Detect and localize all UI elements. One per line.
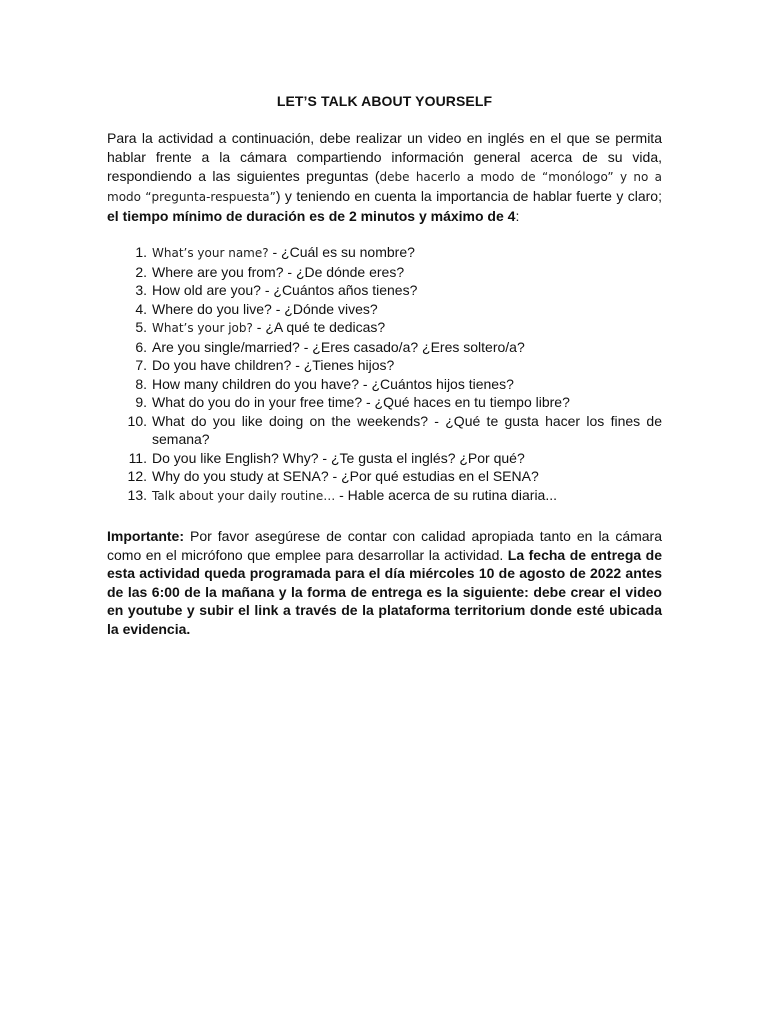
list-item	[107, 318, 662, 338]
question-english: How old are you?	[152, 282, 261, 298]
list-item-number: 5.	[135, 319, 147, 335]
question-english: Do you like English? Why?	[152, 449, 319, 466]
list-item	[107, 449, 662, 468]
list-item-number: 1.	[135, 244, 147, 260]
intro-text-1: Para la actividad a continuación, debe realizar un video en inglés en el que se permita hablar frente a la cámara compartiendo información general acerca de su vida, respondiendo a las siguientes preguntas (	[107, 130, 662, 184]
list-item-number: 3.	[135, 282, 147, 298]
list-item	[107, 356, 662, 375]
list-item	[107, 412, 662, 449]
question-english: Why do you study at SENA?	[152, 468, 329, 484]
list-item	[107, 486, 662, 506]
question-english: Where do you live?	[152, 300, 272, 317]
important-bold-text: La fecha de entrega de esta actividad queda programada para el día miércoles 10 de agosto de 2022 antes de las 6:00 de la mañana y la forma de entrega es la siguiente: debe crear el video en youtube y subir el link a través de la plataforma territorium donde esté ubicada la evidencia.	[107, 546, 663, 637]
list-item-number: 8.	[135, 375, 147, 392]
important-paragraph	[107, 527, 662, 639]
question-english: What do you like doing on the weekends?	[152, 412, 428, 429]
intro-paragraph	[107, 129, 662, 226]
question-spanish: - ¿De dónde eres?	[283, 263, 405, 280]
list-item-number: 13.	[127, 486, 147, 503]
list-item-number: 4.	[135, 300, 147, 317]
list-item	[107, 243, 662, 263]
question-spanish: - ¿Qué te gusta hacer los fines de semana?	[152, 412, 663, 447]
question-english: What’s your name?	[152, 246, 269, 260]
list-item-number: 11.	[128, 449, 147, 466]
intro-text-3: ) y teniendo en cuenta la importancia de hablar fuerte y claro;	[275, 188, 662, 204]
list-item	[107, 338, 662, 357]
list-item-number: 2.	[135, 263, 147, 280]
question-spanish: - ¿Por qué estudias en el SENA?	[328, 468, 539, 484]
question-spanish: - ¿Cuántos hijos tienes?	[359, 375, 514, 392]
list-item-number: 9.	[135, 394, 147, 410]
list-item	[107, 375, 662, 394]
question-spanish: - ¿Dónde vives?	[271, 300, 378, 317]
important-label: Importante:	[107, 528, 184, 544]
important-text: Por favor asegúrese de contar con calidad apropiada tanto en la cámara como en el micrófono que emplee para desarrollar la actividad.	[107, 528, 662, 563]
list-item	[107, 281, 662, 300]
intro-text-small: debe hacerlo a modo de “monólogo” y no a modo “pregunta-respuesta”	[107, 170, 662, 204]
question-spanish: - ¿Te gusta el inglés? ¿Por qué?	[318, 449, 525, 466]
question-english: Talk about your daily routine…	[152, 488, 336, 503]
question-spanish: - ¿A qué te dedicas?	[252, 319, 386, 335]
list-item	[107, 467, 662, 486]
list-item	[107, 393, 662, 412]
question-spanish: - ¿Cuál es su nombre?	[268, 244, 415, 260]
question-spanish: - ¿Cuántos años tienes?	[260, 282, 418, 298]
question-english: What’s your job?	[152, 321, 253, 335]
list-item-number: 6.	[135, 338, 147, 355]
document-page	[107, 0, 662, 1024]
document-title: LET’S TALK ABOUT YOURSELF	[276, 93, 493, 109]
question-spanish: - ¿Qué haces en tu tiempo libre?	[362, 394, 570, 410]
question-spanish: - ¿Eres casado/a? ¿Eres soltero/a?	[299, 338, 525, 355]
list-item-number: 7.	[135, 357, 147, 373]
list-item-number: 12.	[127, 468, 147, 484]
list-item	[107, 300, 662, 319]
list-item-number: 10.	[127, 412, 147, 429]
questions-list	[107, 243, 662, 505]
question-english: Do you have children?	[152, 357, 292, 373]
intro-text-bold: el tiempo mínimo de duración es de 2 minutos y máximo de 4	[107, 208, 516, 224]
question-english: What do you do in your free time?	[152, 394, 363, 410]
question-spanish: - ¿Tienes hijos?	[291, 357, 395, 373]
question-spanish: - Hable acerca de su rutina diaria...	[335, 486, 558, 503]
question-english: Where are you from?	[152, 263, 284, 280]
question-english: How many children do you have?	[152, 375, 360, 392]
list-item	[107, 263, 662, 282]
intro-text-5: :	[515, 208, 520, 224]
question-english: Are you single/married?	[152, 338, 300, 355]
